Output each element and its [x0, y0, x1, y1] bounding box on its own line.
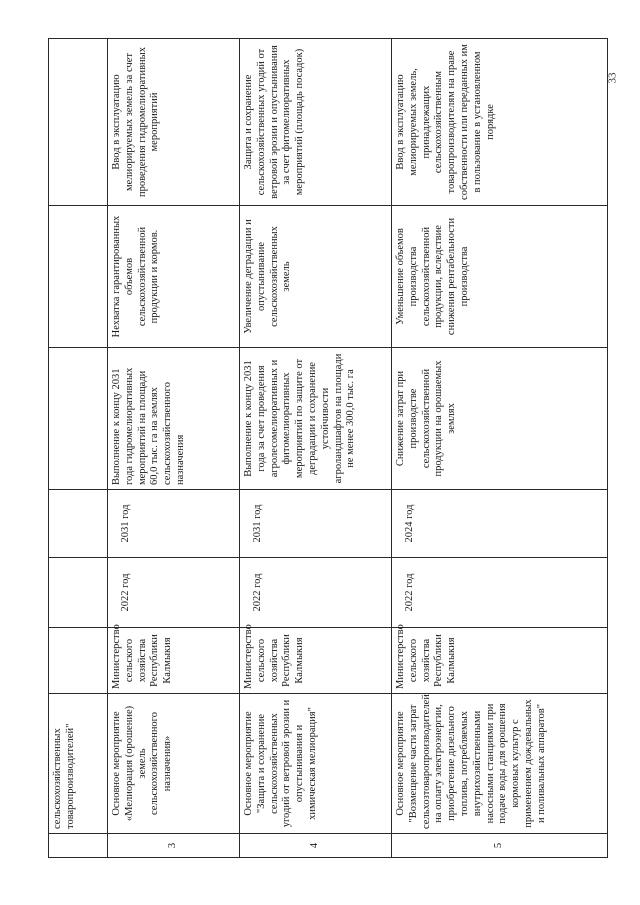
cell-year-end: 2024 год	[392, 490, 608, 558]
page-number: 33	[606, 72, 619, 84]
rotated-page	[14, 18, 614, 878]
table-row	[108, 39, 240, 858]
cell-year-start	[49, 558, 108, 628]
table-row-continuation	[49, 39, 108, 858]
cell-year-start: 2022 год	[392, 558, 608, 628]
cell-indicator: Ввод в эксплуатацию мелиорируемых земель, принадлежащих сельскохозяйственным товаропроизводителям на праве собственности или переданных им в пользование в установленном порядке	[392, 39, 608, 206]
cell-result: Выполнение к концу 2031 года за счет проведения агролесомелиоративных и фитомелиоративных мероприятий по защите от деградации и сохранение устойчивости агроландшафтов на площади не менее 300,0 тыс. га	[240, 348, 392, 490]
table-row	[240, 39, 392, 858]
cell-num: 5	[392, 834, 608, 858]
cell-name: Основное мероприятие "Возмещение части затрат сельхозтоваропроизводителей на оплату электроэнергии, приобретение дизельного топлива, потребляемых внутрихозяйственными насосными станциями при подаче воды для орошения кормовых культур с применением дождевальных и поливальных аппаратов"	[392, 694, 608, 834]
cell-consequences: Уменьшение объемов производства сельскохозяйственной продукции, вследствие снижения рентабельности производства	[392, 206, 608, 348]
cell-indicator	[49, 39, 108, 206]
cell-indicator: Защита и сохранение сельскохозяйственных угодий от ветровой эрозии и опустынивания за счет фитомелиоративных мероприятий (площадь посадок)	[240, 39, 392, 206]
cell-executor	[49, 628, 108, 694]
cell-name: сельскохозяйственных товаропроизводителей"	[49, 694, 108, 834]
program-activities-table	[48, 38, 608, 858]
cell-name: Основное мероприятие "Защита и сохранение сельскохозяйственных угодий от ветровой эрозии и опустынивания и химическая мелиорация"	[240, 694, 392, 834]
cell-consequences: Увеличение деградации и опустынивание сельскохозяйственных земель	[240, 206, 392, 348]
cell-name: Основное мероприятие «Мелиорация (орошение) земель сельскохозяйственного назначения»	[108, 694, 240, 834]
cell-indicator: Ввод в эксплуатацию мелиорируемых земель за счет проведения гидромелиоративных мероприятий	[108, 39, 240, 206]
cell-result: Выполнение к концу 2031 года гидромелиоративных мероприятий на площади 60,0 тыс. га на землях сельскохозяйственного назначения	[108, 348, 240, 490]
cell-year-start: 2022 год	[108, 558, 240, 628]
cell-year-end	[49, 490, 108, 558]
cell-num: 4	[240, 834, 392, 858]
cell-executor: Министерство сельского хозяйства Республики Калмыкия	[392, 628, 608, 694]
cell-consequences	[49, 206, 108, 348]
cell-num	[49, 834, 108, 858]
cell-num: 3	[108, 834, 240, 858]
cell-year-end: 2031 год	[108, 490, 240, 558]
cell-executor: Министерство сельского хозяйства Республики Калмыкия	[240, 628, 392, 694]
cell-year-start: 2022 год	[240, 558, 392, 628]
cell-executor: Министерство сельского хозяйства Республики Калмыкия	[108, 628, 240, 694]
table-row	[392, 39, 608, 858]
cell-result: Снижение затрат при производстве сельскохозяйственной продукции на орошаемых землях	[392, 348, 608, 490]
cell-consequences: Нехватка гарантированных объемов сельскохозяйственной продукции и кормов.	[108, 206, 240, 348]
cell-year-end: 2031 год	[240, 490, 392, 558]
cell-result	[49, 348, 108, 490]
